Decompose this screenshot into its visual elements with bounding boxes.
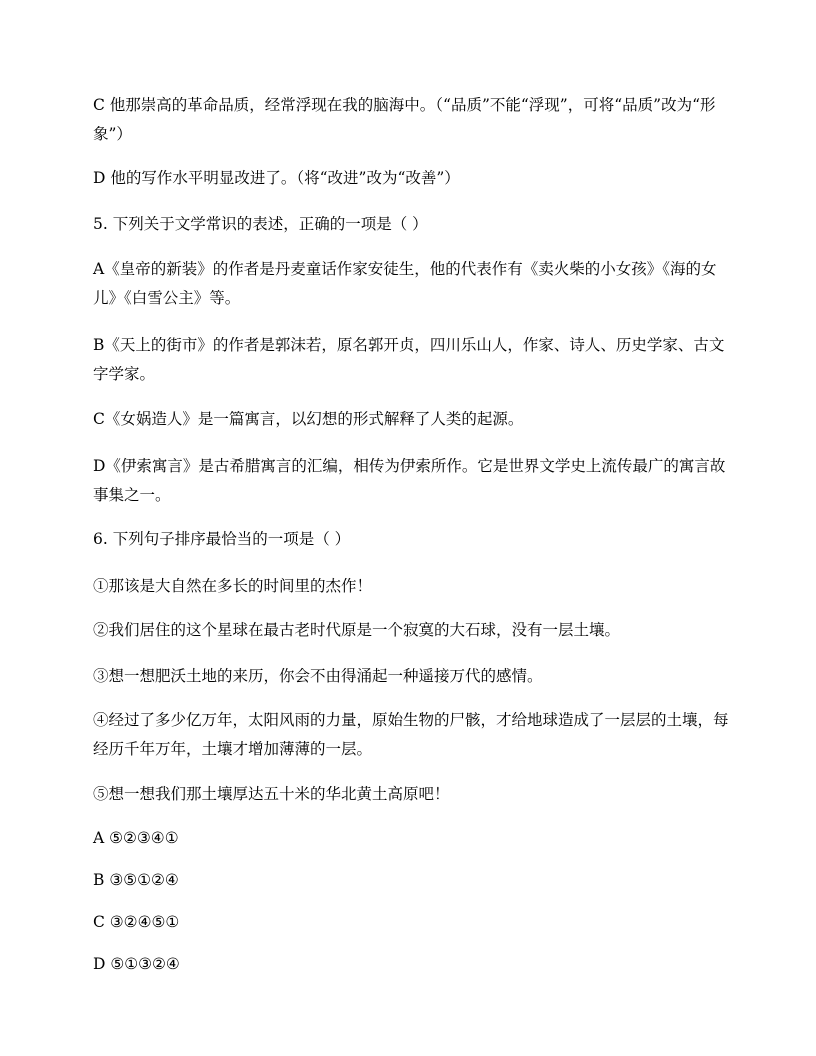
sentence-4: ④经过了多少亿万年，太阳风雨的力量，原始生物的尸骸，才给地球造成了一层层的土壤，每经历千年万年，土壤才增加薄薄的一层。 (93, 711, 729, 758)
q6-option-b: B ③⑤①②④ (93, 871, 179, 889)
q6-option-d: D ⑤①③②④ (93, 955, 180, 973)
question-5: 5. 下列关于文学常识的表述，正确的一项是（ ） (93, 215, 428, 233)
sentence-5: ⑤想一想我们那土壤厚达五十米的华北黄土高原吧！ (93, 785, 450, 803)
q4-option-d: D 他的写作水平明显改进了。（将“改进”改为“改善”） (93, 169, 460, 187)
sentence-3: ③想一想肥沃土地的来历，你会不由得涌起一种遥接万代的感情。 (93, 667, 543, 685)
q5-option-d: D《伊索寓言》是古希腊寓言的汇编，相传为伊索所作。它是世界文学史上流传最广的寓言故事集之一。 (93, 457, 726, 504)
q5-option-a: A《皇帝的新装》的作者是丹麦童话作家安徒生，他的代表作有《卖火柴的小女孩》《海的女儿》《白雪公主》等。 (93, 260, 717, 307)
q6-option-a: A ⑤②③④① (93, 829, 179, 847)
sentence-2: ②我们居住的这个星球在最古老时代原是一个寂寞的大石球，没有一层土壤。 (93, 621, 621, 639)
q5-option-b: B《天上的街市》的作者是郭沫若，原名郭开贞，四川乐山人，作家、诗人、历史学家、古文字学家。 (93, 336, 725, 383)
question-6: 6. 下列句子排序最恰当的一项是（ ） (93, 530, 351, 548)
sentence-1: ①那该是大自然在多长的时间里的杰作！ (93, 577, 373, 595)
q4-option-c: C 他那崇高的革命品质，经常浮现在我的脑海中。（“品质”不能“浮现”，可将“品质”改为“形象”） (93, 96, 716, 143)
q5-option-c: C《女娲造人》是一篇寓言，以幻想的形式解释了人类的起源。 (93, 410, 524, 428)
q6-option-c: C ③②④⑤① (93, 913, 180, 931)
